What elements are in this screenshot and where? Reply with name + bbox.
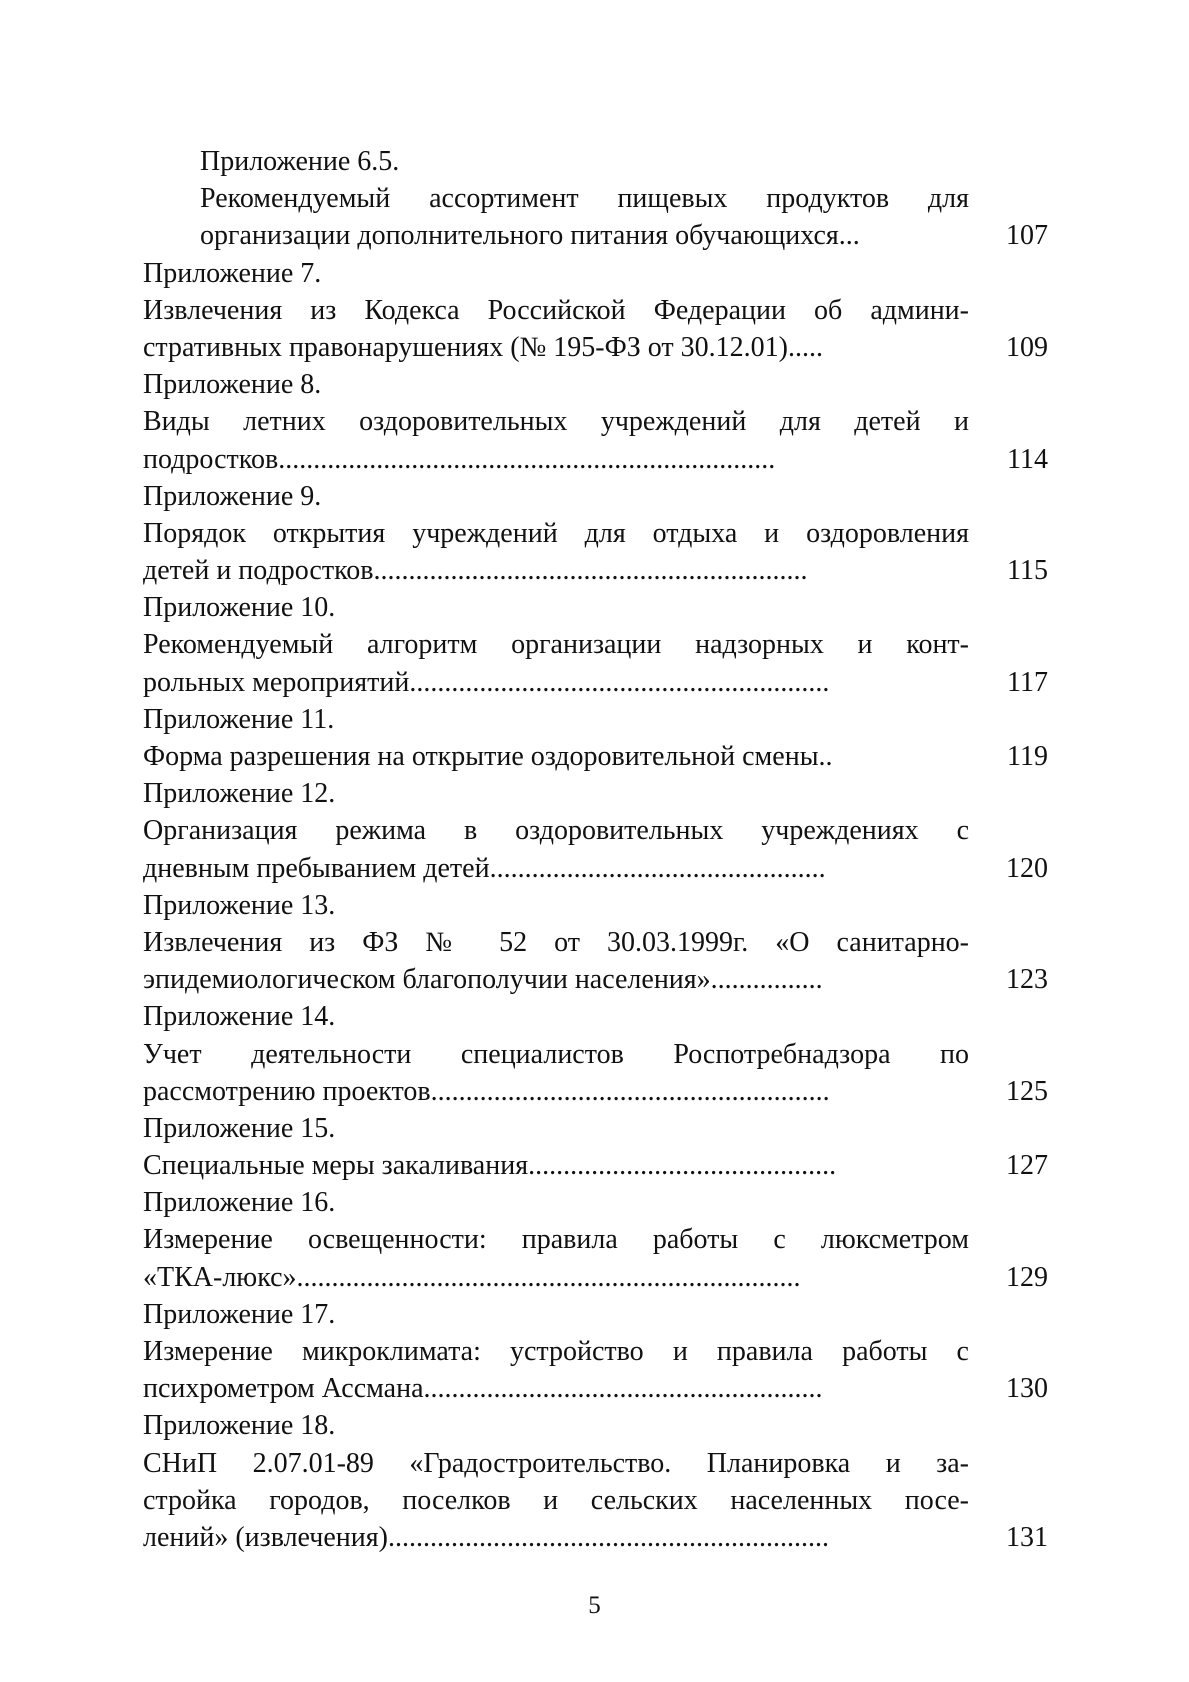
toc-entry bbox=[143, 701, 1048, 775]
appendix-heading: Приложение 18. bbox=[143, 1410, 336, 1442]
toc-entry bbox=[143, 143, 1048, 255]
entry-title-line: Измерение освещенности: правила работы с люксметром bbox=[143, 1224, 969, 1256]
entry-page-number: 127 bbox=[1006, 1150, 1048, 1182]
toc-entry bbox=[143, 1296, 1048, 1408]
entry-page-number: 129 bbox=[1006, 1261, 1048, 1293]
entry-title-line: Рекомендуемый ассортимент пищевых продуктов для bbox=[200, 183, 969, 215]
entry-page-number: 123 bbox=[1006, 964, 1048, 996]
entry-title-line: стройка городов, поселков и сельских населенных посе- bbox=[143, 1484, 969, 1516]
toc-entry bbox=[143, 1110, 1048, 1184]
appendix-heading: Приложение 16. bbox=[143, 1187, 336, 1219]
entry-title-line: Извлечения из Кодекса Российской Федерации об админи- bbox=[143, 294, 969, 326]
entry-title-last-line: рольных мероприятий............................................................ bbox=[143, 666, 830, 698]
appendix-heading: Приложение 8. bbox=[143, 369, 322, 401]
toc-entry bbox=[143, 589, 1048, 701]
entry-title-last-line: эпидемиологическом благополучии населения»................ bbox=[143, 964, 823, 996]
appendix-heading: Приложение 13. bbox=[143, 889, 336, 921]
toc-entry bbox=[143, 255, 1048, 367]
appendix-heading: Приложение 14. bbox=[143, 1001, 336, 1033]
entry-title-last-line: психрометром Ассмана......................................................... bbox=[143, 1373, 823, 1405]
appendix-heading: Приложение 17. bbox=[143, 1298, 336, 1330]
entry-page-number: 119 bbox=[1007, 741, 1048, 772]
entry-page-number: 131 bbox=[1006, 1521, 1048, 1553]
appendix-heading: Приложение 11. bbox=[143, 703, 335, 735]
entry-title-last-line: Форма разрешения на открытие оздоровительной смены.. bbox=[143, 741, 833, 772]
entry-title-last-line: «ТКА-люкс»........................................................................ bbox=[143, 1261, 801, 1293]
entry-page-number: 107 bbox=[1006, 220, 1048, 252]
entry-title-last-line: стративных правонарушениях (№ 195-ФЗ от 30.12.01)..... bbox=[143, 331, 823, 363]
appendix-heading: Приложение 9. bbox=[143, 480, 322, 512]
toc-entry bbox=[143, 366, 1048, 478]
entry-title-line: Виды летних оздоровительных учреждений для детей и bbox=[143, 406, 969, 438]
entry-title-line: Рекомендуемый алгоритм организации надзорных и конт- bbox=[143, 629, 969, 661]
entry-title-line: Извлечения из ФЗ № 52 от 30.03.1999г. «О санитарно- bbox=[143, 926, 969, 958]
toc-entry bbox=[143, 775, 1048, 887]
entry-page-number: 115 bbox=[1007, 555, 1048, 587]
appendix-heading: Приложение 7. bbox=[143, 257, 322, 289]
entry-title-last-line: рассмотрению проектов......................................................... bbox=[143, 1075, 830, 1107]
entry-page-number: 130 bbox=[1006, 1373, 1048, 1405]
appendix-heading: Приложение 15. bbox=[143, 1112, 336, 1144]
entry-title-line: Организация режима в оздоровительных учреждениях с bbox=[143, 815, 969, 847]
entry-page-number: 125 bbox=[1006, 1075, 1048, 1107]
entry-page-number: 117 bbox=[1007, 666, 1048, 698]
table-of-contents bbox=[143, 143, 1048, 1556]
entry-title-last-line: детей и подростков.............................................................. bbox=[143, 555, 808, 587]
appendix-heading: Приложение 6.5. bbox=[200, 146, 400, 177]
toc-entry bbox=[143, 998, 1048, 1110]
toc-entry bbox=[143, 478, 1048, 590]
toc-entry bbox=[143, 1407, 1048, 1556]
page-number: 5 bbox=[588, 1592, 601, 1619]
entry-title-line: Измерение микроклимата: устройство и правила работы с bbox=[143, 1336, 969, 1367]
entry-title-line: СНиП 2.07.01-89 «Градостроительство. Планировка и за- bbox=[143, 1447, 969, 1479]
appendix-heading: Приложение 12. bbox=[143, 778, 336, 810]
entry-title-line: Порядок открытия учреждений для отдыха и оздоровления bbox=[143, 517, 969, 549]
entry-title-last-line: организации дополнительного питания обучающихся... bbox=[200, 220, 860, 252]
entry-title-last-line: лений» (извлечения)............................................................... bbox=[143, 1521, 829, 1553]
toc-entry bbox=[143, 1184, 1048, 1296]
entry-page-number: 120 bbox=[1006, 852, 1048, 884]
entry-page-number: 114 bbox=[1007, 443, 1048, 475]
entry-page-number: 109 bbox=[1006, 331, 1048, 363]
entry-title-last-line: подростков....................................................................... bbox=[143, 443, 776, 475]
toc-entry bbox=[143, 887, 1048, 999]
entry-title-last-line: Специальные меры закаливания............................................ bbox=[143, 1150, 837, 1182]
appendix-heading: Приложение 10. bbox=[143, 592, 336, 624]
entry-title-last-line: дневным пребыванием детей................................................ bbox=[143, 852, 826, 884]
entry-title-line: Учет деятельности специалистов Роспотребнадзора по bbox=[143, 1038, 969, 1070]
